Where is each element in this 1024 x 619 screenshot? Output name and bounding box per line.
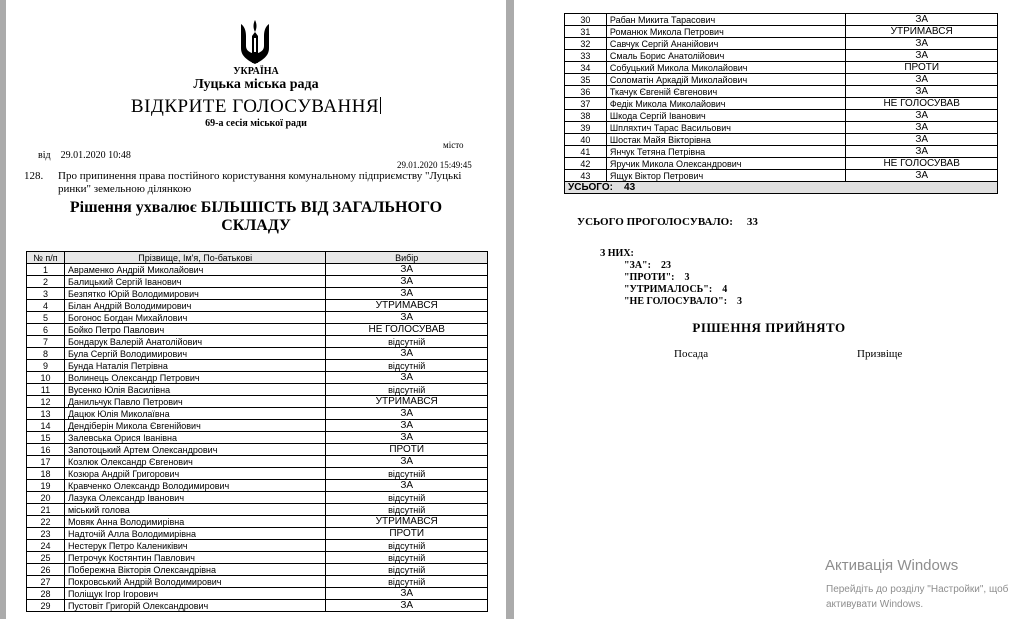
row-name: Надточій Алла Володимирівна	[64, 528, 325, 540]
row-name: Козлюк Олександр Євгенович	[64, 456, 325, 468]
table-row	[27, 324, 488, 336]
summary-value: 3	[737, 296, 743, 307]
table-row	[27, 348, 488, 360]
row-number: 12	[27, 396, 65, 408]
row-choice: УТРИМАВСЯ	[326, 516, 488, 528]
row-choice: ЗА	[326, 312, 488, 324]
row-number: 1	[27, 264, 65, 276]
trident-emblem-icon	[235, 18, 275, 66]
table-row	[565, 122, 998, 134]
total-voted-value: 33	[746, 216, 758, 228]
row-choice: ПРОТИ	[326, 528, 488, 540]
table-row	[565, 74, 998, 86]
row-name: Петрочук Костянтин Павлович	[64, 552, 325, 564]
table-row	[27, 372, 488, 384]
row-number: 24	[27, 540, 65, 552]
row-number: 10	[27, 372, 65, 384]
row-name: Ткачук Євгеній Євгенович	[606, 86, 845, 98]
row-number: 39	[565, 122, 607, 134]
table-row	[27, 480, 488, 492]
row-choice: ПРОТИ	[326, 444, 488, 456]
row-choice: ЗА	[846, 74, 998, 86]
row-number: 29	[27, 600, 65, 612]
row-number: 25	[27, 552, 65, 564]
decision-rule: Рішення ухвалює БІЛЬШІСТЬ ВІД ЗАГАЛЬНОГО СКЛАДУ	[69, 199, 443, 234]
total-voted-label: УСЬОГО ПРОГОЛОСУВАЛО:	[577, 216, 733, 228]
row-choice: ЗА	[326, 372, 488, 384]
table-row	[27, 384, 488, 396]
row-choice: відсутній	[326, 576, 488, 588]
row-number: 9	[27, 360, 65, 372]
row-choice: УТРИМАВСЯ	[326, 396, 488, 408]
col-header-number: № п/п	[27, 252, 65, 264]
row-number: 43	[565, 170, 607, 182]
row-choice: ЗА	[846, 110, 998, 122]
row-choice: ЗА	[326, 276, 488, 288]
table-header-row	[27, 252, 488, 264]
summary-value: 23	[660, 260, 671, 271]
row-name: Шостак Майя Вікторівна	[606, 134, 845, 146]
table-row	[565, 98, 998, 110]
row-number: 15	[27, 432, 65, 444]
row-name: Соломатін Аркадій Миколайович	[606, 74, 845, 86]
row-name: Шпляхтич Тарас Васильович	[606, 122, 845, 134]
row-number: 35	[565, 74, 607, 86]
row-number: 36	[565, 86, 607, 98]
row-choice: ЗА	[326, 432, 488, 444]
table-row	[565, 26, 998, 38]
row-number: 14	[27, 420, 65, 432]
row-choice: ЗА	[326, 588, 488, 600]
row-choice: ЗА	[846, 122, 998, 134]
row-choice: УТРИМАВСЯ	[326, 300, 488, 312]
table-row	[27, 540, 488, 552]
row-number: 21	[27, 504, 65, 516]
row-number: 7	[27, 336, 65, 348]
row-choice: ЗА	[846, 86, 998, 98]
row-number: 37	[565, 98, 607, 110]
row-name: Поліщук Ігор Ігорович	[64, 588, 325, 600]
row-name: Бунда Наталія Петрівна	[64, 360, 325, 372]
row-name: Данильчук Павло Петрович	[64, 396, 325, 408]
row-number: 17	[27, 456, 65, 468]
table-row	[565, 158, 998, 170]
country-name: УКРАЇНА	[233, 66, 279, 77]
table-row	[565, 134, 998, 146]
table-row	[565, 62, 998, 74]
total-value: 43	[624, 182, 636, 193]
row-name: Лазука Олександр Іванович	[64, 492, 325, 504]
row-name: Залевська Орися Іванівна	[64, 432, 325, 444]
text-cursor	[380, 97, 381, 114]
row-choice: відсутній	[326, 552, 488, 564]
row-number: 2	[27, 276, 65, 288]
table-row	[27, 564, 488, 576]
row-name: Богонос Богдан Михайлович	[64, 312, 325, 324]
row-choice: ЗА	[846, 50, 998, 62]
row-choice: відсутній	[326, 384, 488, 396]
total-label: УСЬОГО:	[568, 182, 613, 193]
row-number: 13	[27, 408, 65, 420]
row-choice: ЗА	[326, 348, 488, 360]
row-number: 11	[27, 384, 65, 396]
row-name: міський голова	[64, 504, 325, 516]
signature-name: Призвіще	[857, 348, 903, 360]
document-page-right	[514, 0, 1024, 619]
table-row	[565, 50, 998, 62]
row-name: Безпятко Юрій Володимирович	[64, 288, 325, 300]
row-choice: відсутній	[326, 504, 488, 516]
document-page-left	[6, 0, 506, 619]
row-name: Федік Микола Миколайович	[606, 98, 845, 110]
table-row	[565, 146, 998, 158]
row-name: Козюра Андрій Григорович	[64, 468, 325, 480]
row-choice: ЗА	[326, 600, 488, 612]
row-name: Рабан Микита Тарасович	[606, 14, 845, 26]
row-choice: УТРИМАВСЯ	[846, 26, 998, 38]
summary-line-abstained	[624, 284, 727, 295]
row-name: Кравченко Олександр Володимирович	[64, 480, 325, 492]
agenda-item-text: Про припинення права постійного користування комунальному підприємству "Луцькі ринки" земельною ділянкою	[58, 170, 462, 195]
row-name: Авраменко Андрій Миколайович	[64, 264, 325, 276]
table-row	[565, 170, 998, 182]
row-choice: НЕ ГОЛОСУВАВ	[846, 158, 998, 170]
windows-activation-subtitle: Перейдіть до розділу "Настройки", щоб активувати Windows.	[826, 584, 1009, 610]
row-number: 40	[565, 134, 607, 146]
row-choice: ЗА	[846, 170, 998, 182]
row-number: 33	[565, 50, 607, 62]
from-date	[38, 150, 131, 161]
row-name: Собуцький Микола Миколайович	[606, 62, 845, 74]
row-number: 3	[27, 288, 65, 300]
table-row	[27, 504, 488, 516]
row-choice: ЗА	[326, 480, 488, 492]
row-number: 4	[27, 300, 65, 312]
row-name: Бойко Петро Павлович	[64, 324, 325, 336]
row-choice: ЗА	[846, 14, 998, 26]
vote-timestamp: 29.01.2020 15:49:45	[397, 160, 472, 170]
table-row	[27, 360, 488, 372]
row-choice: ЗА	[846, 134, 998, 146]
row-name: Бондарук Валерій Анатолійович	[64, 336, 325, 348]
row-name: Мовяк Анна Володимирівна	[64, 516, 325, 528]
table-row	[27, 420, 488, 432]
row-name: Пустовіт Григорій Олександрович	[64, 600, 325, 612]
agenda-item	[24, 170, 468, 196]
row-name: Яручик Микола Олександрович	[606, 158, 845, 170]
votes-table-right	[564, 13, 998, 194]
row-number: 20	[27, 492, 65, 504]
row-name: Вусенко Юлія Василівна	[64, 384, 325, 396]
agenda-item-number: 128.	[24, 170, 44, 182]
table-row	[27, 408, 488, 420]
row-number: 22	[27, 516, 65, 528]
signature-position: Посада	[674, 348, 709, 360]
row-name: Побережна Вікторія Олександрівна	[64, 564, 325, 576]
row-name: Балицький Сергій Іванович	[64, 276, 325, 288]
row-name: Була Сергій Володимирович	[64, 348, 325, 360]
row-name: Запотоцький Артем Олександрович	[64, 444, 325, 456]
row-number: 31	[565, 26, 607, 38]
row-name: Дендіберін Микола Євгенійович	[64, 420, 325, 432]
decision-result: РІШЕННЯ ПРИЙНЯТО	[692, 320, 846, 335]
row-choice: НЕ ГОЛОСУВАВ	[846, 98, 998, 110]
row-number: 38	[565, 110, 607, 122]
row-number: 19	[27, 480, 65, 492]
row-choice: ЗА	[326, 456, 488, 468]
row-choice: ЗА	[846, 146, 998, 158]
table-row	[27, 588, 488, 600]
table-row	[27, 264, 488, 276]
table-row	[27, 468, 488, 480]
table-row	[27, 456, 488, 468]
row-choice: відсутній	[326, 492, 488, 504]
table-row	[27, 444, 488, 456]
table-row	[565, 86, 998, 98]
table-row	[565, 14, 998, 26]
of-them-label: З НИХ:	[600, 248, 634, 259]
row-name: Волинець Олександр Петрович	[64, 372, 325, 384]
row-number: 23	[27, 528, 65, 540]
total-voted	[577, 216, 758, 228]
col-header-choice: Вибір	[326, 252, 488, 264]
table-row	[27, 288, 488, 300]
session-name: 69-а сесія міської ради	[205, 118, 307, 129]
row-number: 8	[27, 348, 65, 360]
table-row	[565, 110, 998, 122]
row-number: 27	[27, 576, 65, 588]
row-number: 26	[27, 564, 65, 576]
from-label: від	[38, 150, 51, 161]
row-number: 42	[565, 158, 607, 170]
row-choice: ЗА	[326, 420, 488, 432]
row-choice: відсутній	[326, 564, 488, 576]
row-name: Смаль Борис Анатолійович	[606, 50, 845, 62]
row-number: 18	[27, 468, 65, 480]
row-number: 5	[27, 312, 65, 324]
table-row	[27, 336, 488, 348]
table-row	[27, 552, 488, 564]
col-header-name: Прізвище, Ім'я, По-батькові	[64, 252, 325, 264]
row-number: 32	[565, 38, 607, 50]
row-name: Янчук Тетяна Петрівна	[606, 146, 845, 158]
row-choice: відсутній	[326, 540, 488, 552]
windows-activation-title: Активація Windows	[825, 557, 959, 574]
summary-line-for	[624, 260, 671, 271]
row-choice: ЗА	[326, 408, 488, 420]
row-number: 28	[27, 588, 65, 600]
council-name: Луцька міська рада	[193, 77, 319, 92]
from-date-value: 29.01.2020 10:48	[60, 150, 131, 161]
summary-label: "УТРИМАЛОСЬ":	[624, 284, 713, 295]
row-choice: НЕ ГОЛОСУВАВ	[326, 324, 488, 336]
row-number: 6	[27, 324, 65, 336]
summary-value: 3	[684, 272, 690, 283]
table-total-row	[565, 182, 998, 194]
summary-value: 4	[722, 284, 728, 295]
total-cell	[565, 182, 998, 194]
table-row	[27, 312, 488, 324]
row-name: Нестерук Петро Калениківич	[64, 540, 325, 552]
table-row	[27, 492, 488, 504]
table-row	[27, 516, 488, 528]
votes-table-left	[26, 251, 488, 612]
row-name: Білан Андрій Володимирович	[64, 300, 325, 312]
row-number: 34	[565, 62, 607, 74]
row-number: 30	[565, 14, 607, 26]
row-choice: ЗА	[326, 264, 488, 276]
row-number: 41	[565, 146, 607, 158]
row-choice: ПРОТИ	[846, 62, 998, 74]
table-row	[27, 276, 488, 288]
summary-label: "ПРОТИ":	[624, 272, 675, 283]
table-row	[27, 600, 488, 612]
row-choice: відсутній	[326, 468, 488, 480]
table-row	[27, 576, 488, 588]
table-row	[27, 300, 488, 312]
summary-line-against	[624, 272, 690, 283]
row-name: Савчук Сергій Ананійович	[606, 38, 845, 50]
row-name: Дацюк Юлія Миколаївна	[64, 408, 325, 420]
row-name: Романюк Микола Петрович	[606, 26, 845, 38]
city-label: місто	[443, 140, 464, 150]
summary-line-not-voted	[624, 296, 742, 307]
row-choice: ЗА	[326, 288, 488, 300]
row-choice: відсутній	[326, 360, 488, 372]
table-row	[27, 528, 488, 540]
table-row	[27, 432, 488, 444]
row-name: Шкода Сергій Іванович	[606, 110, 845, 122]
table-row	[565, 38, 998, 50]
summary-label: "НЕ ГОЛОСУВАЛО":	[624, 296, 728, 307]
row-choice: відсутній	[326, 336, 488, 348]
row-name: Покровський Андрій Володимирович	[64, 576, 325, 588]
row-name: Ящук Віктор Петрович	[606, 170, 845, 182]
row-choice: ЗА	[846, 38, 998, 50]
summary-label: "ЗА":	[624, 260, 651, 271]
table-row	[27, 396, 488, 408]
vote-title: ВІДКРИТЕ ГОЛОСУВАННЯ	[130, 96, 380, 117]
row-number: 16	[27, 444, 65, 456]
